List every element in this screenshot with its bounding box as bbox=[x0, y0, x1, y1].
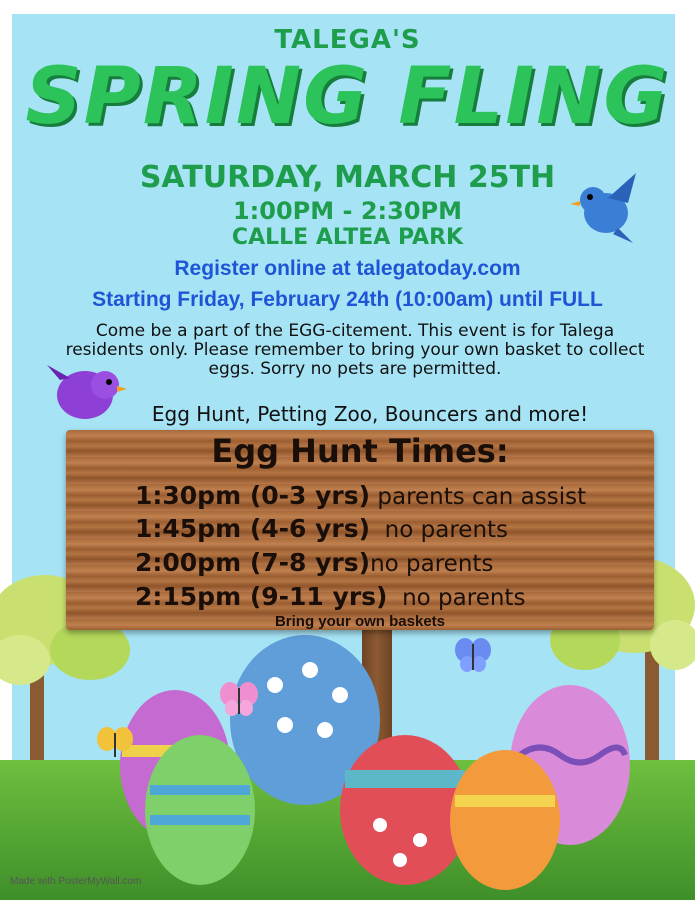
hunt-time: 2:15pm (9-11 yrs) bbox=[135, 582, 388, 611]
event-date: SATURDAY, MARCH 25TH bbox=[139, 160, 556, 195]
registration-link-text: Register online at talegatoday.com bbox=[174, 257, 521, 280]
hunt-note: no parents bbox=[370, 517, 509, 543]
event-location: CALLE ALTEA PARK bbox=[231, 225, 464, 250]
hunt-time: 1:30pm (0-3 yrs) bbox=[135, 481, 371, 510]
egg-hunt-time-row bbox=[135, 481, 586, 510]
event-description: Come be a part of the EGG-citement. This event is for Talega residents only. Please remember to bring your own basket to collect eggs. Sorry no pets are permitted. bbox=[65, 321, 645, 379]
event-time: 1:00PM - 2:30PM bbox=[232, 197, 462, 225]
activities-list: Egg Hunt, Petting Zoo, Bouncers and more! bbox=[151, 402, 589, 426]
butterfly-icon bbox=[218, 680, 262, 720]
sign-title: Egg Hunt Times: bbox=[211, 432, 509, 470]
hunt-note: no parents bbox=[370, 551, 494, 577]
host-name: TALEGA'S bbox=[274, 25, 421, 55]
egg-hunt-time-row bbox=[135, 582, 525, 611]
butterfly-icon bbox=[453, 636, 493, 674]
event-title: SPRING FLING bbox=[25, 52, 670, 142]
credit-text: Made with PosterMyWall.com bbox=[10, 876, 142, 887]
egg-hunt-time-row bbox=[135, 548, 493, 577]
butterfly-icon bbox=[95, 725, 135, 763]
easter-egg-icon bbox=[70, 625, 640, 900]
sign-footer: Bring your own baskets bbox=[274, 613, 446, 630]
egg-hunt-time-row bbox=[135, 514, 508, 543]
registration-dates: Starting Friday, February 24th (10:00am) until FULL bbox=[92, 288, 603, 311]
hunt-time: 1:45pm (4-6 yrs) bbox=[135, 514, 371, 543]
hunt-note: no parents bbox=[387, 585, 526, 611]
hunt-note: parents can assist bbox=[370, 484, 587, 510]
hunt-time: 2:00pm (7-8 yrs) bbox=[135, 548, 371, 577]
